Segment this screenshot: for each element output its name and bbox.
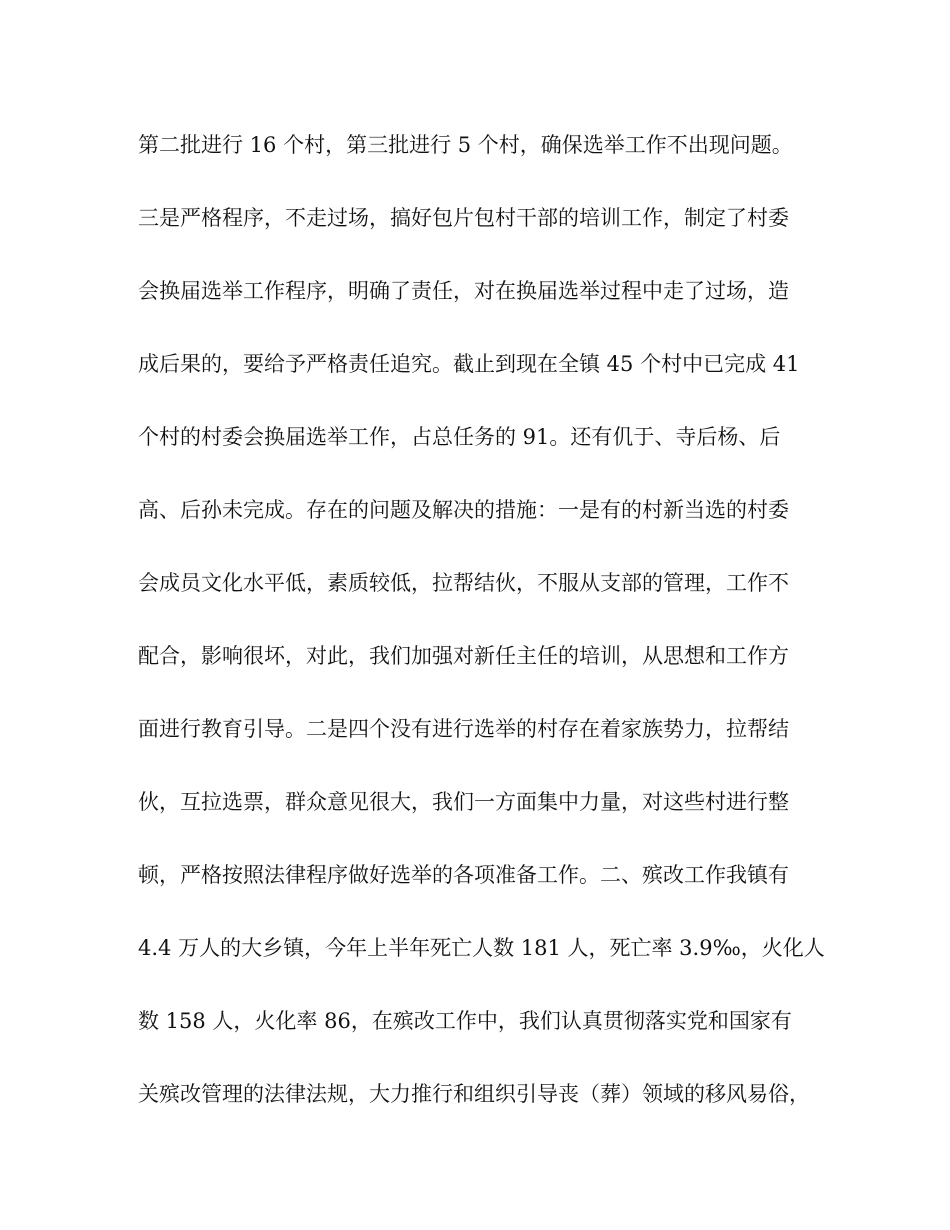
body-text-line: 4.4 万人的大乡镇，今年上半年死亡人数 181 人，死亡率 3.9‰，火化人: [138, 936, 825, 960]
body-text-line: 会换届选举工作程序，明确了责任，对在换届选举过程中走了过场，造: [138, 279, 789, 303]
body-text-line: 关殡改管理的法律法规，大力推行和组织引导丧（葬）领域的移风易俗，: [138, 1082, 810, 1106]
body-text-line: 三是严格程序，不走过场，搞好包片包村干部的培训工作，制定了村委: [138, 206, 789, 230]
body-text-line: 第二批进行 16 个村，第三批进行 5 个村，确保选举工作不出现问题。: [138, 133, 793, 157]
body-text-line: 会成员文化水平低，素质较低，拉帮结伙，不服从支部的管理，工作不: [138, 571, 789, 595]
body-text-line: 顿，严格按照法律程序做好选举的各项准备工作。二、殡改工作我镇有: [138, 863, 789, 887]
body-text-line: 成后果的，要给予严格责任追究。截止到现在全镇 45 个村中已完成 41: [138, 352, 800, 376]
body-text-line: 个村的村委会换届选举工作，占总任务的 91。还有仉于、寺后杨、后: [138, 425, 781, 449]
body-text-line: 高、后孙未完成。存在的问题及解决的措施：一是有的村新当选的村委: [138, 498, 789, 522]
body-text-line: 配合，影响很坏，对此，我们加强对新任主任的培训，从思想和工作方: [138, 644, 789, 668]
body-text-line: 数 158 人，火化率 86，在殡改工作中，我们认真贯彻落实党和国家有: [138, 1009, 792, 1033]
body-text-line: 面进行教育引导。二是四个没有进行选举的村存在着家族势力，拉帮结: [138, 717, 789, 741]
body-text-line: 伙，互拉选票，群众意见很大，我们一方面集中力量，对这些村进行整: [138, 790, 789, 814]
